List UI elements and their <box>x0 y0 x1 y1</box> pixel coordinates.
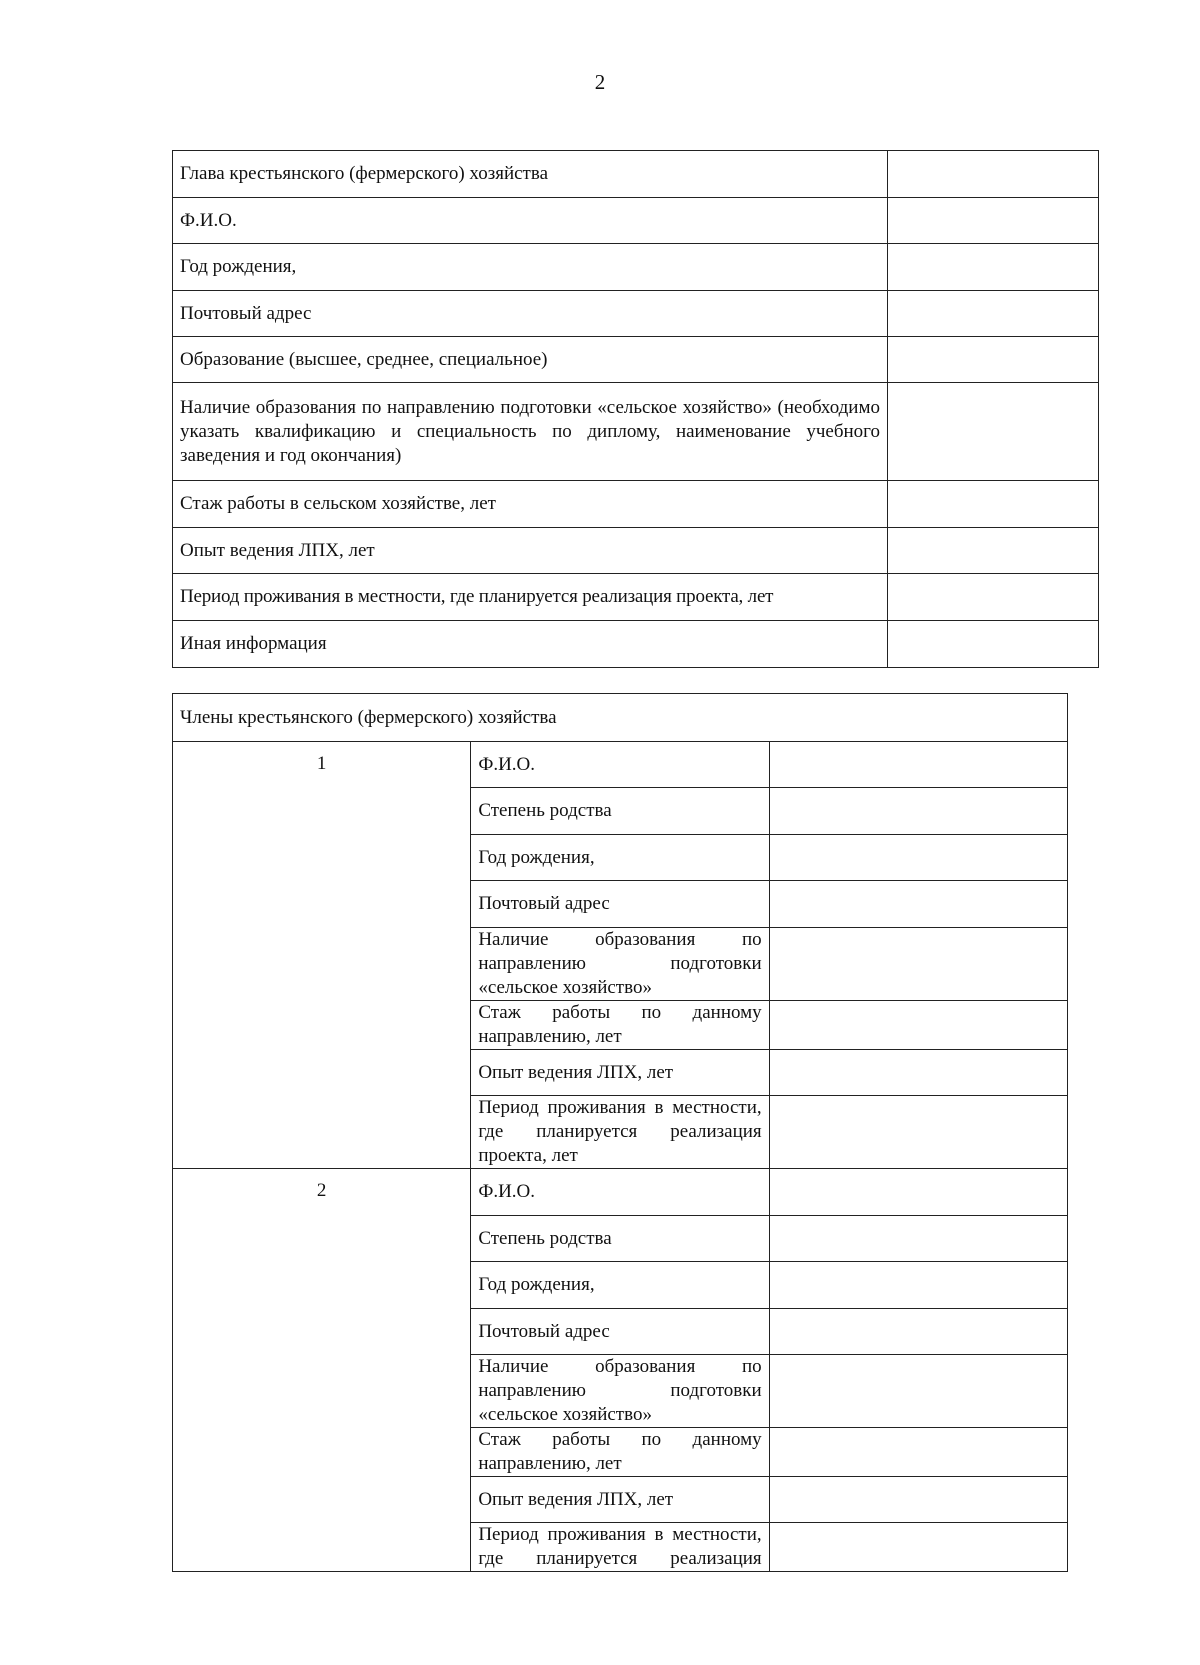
field-label: Год рождения, <box>471 1262 769 1309</box>
field-label: Год рождения, <box>173 244 888 291</box>
value-cell[interactable] <box>888 198 1099 244</box>
table-row <box>173 337 1099 383</box>
field-label: Образование (высшее, среднее, специальное) <box>173 337 888 383</box>
value-cell[interactable] <box>769 788 1067 835</box>
table-row <box>173 291 1099 337</box>
value-cell[interactable] <box>888 291 1099 337</box>
field-label: Почтовый адрес <box>471 1309 769 1355</box>
value-cell[interactable] <box>769 1216 1067 1262</box>
table-row <box>173 574 1099 621</box>
field-label: Ф.И.О. <box>173 198 888 244</box>
value-cell[interactable] <box>769 881 1067 928</box>
table-row <box>173 621 1099 668</box>
value-cell[interactable] <box>888 383 1099 481</box>
table-row <box>173 151 1099 198</box>
member-number: 1 <box>173 742 471 1169</box>
table-row <box>173 742 1068 788</box>
field-label: Наличие образования по направлению подготовки «сельское хозяйство» (необходимо указать квалификацию и специальность по диплому, наименование учебного заведения и год окончания) <box>173 383 888 481</box>
field-label: Опыт ведения ЛПХ, лет <box>471 1050 769 1096</box>
field-label: Период проживания в местности, где планируется реализация <box>471 1523 769 1572</box>
table-row <box>173 244 1099 291</box>
value-cell[interactable] <box>888 528 1099 574</box>
value-cell[interactable] <box>888 621 1099 668</box>
value-cell[interactable] <box>888 574 1099 621</box>
field-label: Стаж работы по данному направлению, лет <box>471 1001 769 1050</box>
value-cell[interactable] <box>769 1309 1067 1355</box>
value-cell[interactable] <box>769 928 1067 1001</box>
head-info-table <box>172 150 1099 668</box>
field-label: Степень родства <box>471 788 769 835</box>
field-label: Опыт ведения ЛПХ, лет <box>471 1477 769 1523</box>
field-label: Иная информация <box>173 621 888 668</box>
value-cell[interactable] <box>888 481 1099 528</box>
value-cell[interactable] <box>888 151 1099 198</box>
value-cell[interactable] <box>769 1001 1067 1050</box>
field-label: Стаж работы в сельском хозяйстве, лет <box>173 481 888 528</box>
field-label: Ф.И.О. <box>471 1169 769 1216</box>
value-cell[interactable] <box>769 742 1067 788</box>
value-cell[interactable] <box>769 1523 1067 1572</box>
field-label: Наличие образования по направлению подготовки «сельское хозяйство» <box>471 1355 769 1428</box>
field-label: Стаж работы по данному направлению, лет <box>471 1428 769 1477</box>
value-cell[interactable] <box>769 1096 1067 1169</box>
table-row <box>173 694 1068 742</box>
head-title-cell: Глава крестьянского (фермерского) хозяйства <box>173 151 888 198</box>
value-cell[interactable] <box>769 1355 1067 1428</box>
member-number: 2 <box>173 1169 471 1572</box>
field-label: Период проживания в местности, где планируется реализация проекта, лет <box>471 1096 769 1169</box>
table-row <box>173 481 1099 528</box>
members-table <box>172 693 1068 1572</box>
field-label: Почтовый адрес <box>173 291 888 337</box>
page-number: 2 <box>594 70 606 94</box>
table-row <box>173 383 1099 481</box>
field-label: Ф.И.О. <box>471 742 769 788</box>
value-cell[interactable] <box>769 1050 1067 1096</box>
table-row <box>173 1169 1068 1216</box>
field-label: Период проживания в местности, где планируется реализация проекта, лет <box>173 574 888 621</box>
value-cell[interactable] <box>888 337 1099 383</box>
value-cell[interactable] <box>769 1477 1067 1523</box>
value-cell[interactable] <box>769 1169 1067 1216</box>
field-label: Год рождения, <box>471 835 769 881</box>
value-cell[interactable] <box>769 835 1067 881</box>
value-cell[interactable] <box>769 1428 1067 1477</box>
field-label: Степень родства <box>471 1216 769 1262</box>
field-label: Наличие образования по направлению подготовки «сельское хозяйство» <box>471 928 769 1001</box>
field-label: Почтовый адрес <box>471 881 769 928</box>
table-row <box>173 528 1099 574</box>
field-label: Опыт ведения ЛПХ, лет <box>173 528 888 574</box>
value-cell[interactable] <box>769 1262 1067 1309</box>
table-row <box>173 198 1099 244</box>
members-title: Члены крестьянского (фермерского) хозяйства <box>173 694 1068 742</box>
value-cell[interactable] <box>888 244 1099 291</box>
